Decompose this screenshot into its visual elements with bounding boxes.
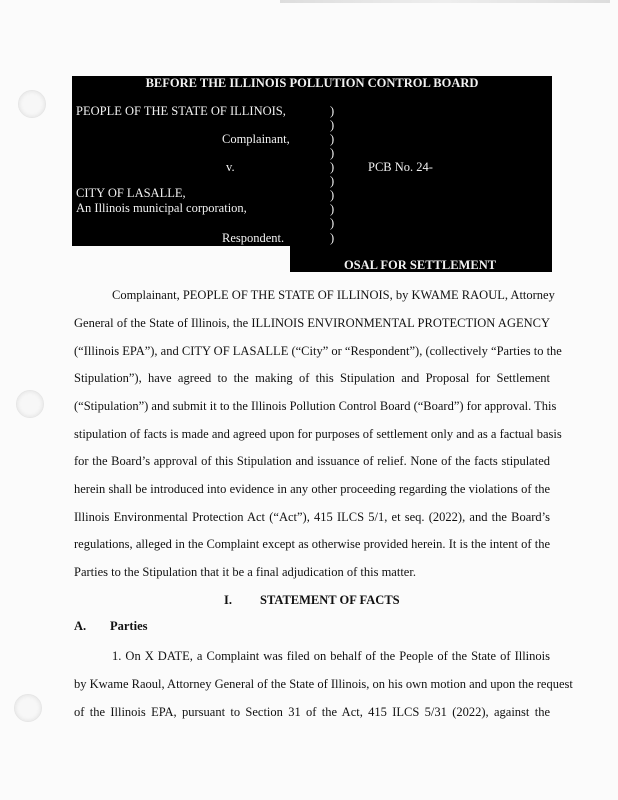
hole-punch-mark [16,390,44,418]
body-line: for the Board’s approval of this Stipulation and issuance of relief. None of the facts stipulated [74,454,550,468]
versus-label: v. [226,160,235,174]
body-line: Complainant, PEOPLE OF THE STATE OF ILLINOIS, by KWAME RAOUL, Attorney [112,288,555,302]
caption-paren: ) [330,188,335,202]
caption-paren: ) [330,146,335,160]
board-title: BEFORE THE ILLINOIS POLLUTION CONTROL BOARD [145,76,479,90]
caption-paren: ) [330,118,335,132]
defendant-description: An Illinois municipal corporation, [76,201,247,215]
document-title: OSAL FOR SETTLEMENT [343,258,497,272]
paragraph-line: by Kwame Raoul, Attorney General of the State of Illinois, on his own motion and upon the request [74,677,573,691]
body-line: Parties to the Stipulation that it be a final adjudication of this matter. [74,565,416,579]
body-line: herein shall be introduced into evidence in any other proceeding regarding the violations of the [74,482,550,496]
body-line: Stipulation”), have agreed to the making of this Stipulation and Proposal for Settlement [74,371,550,385]
plaintiff-name: PEOPLE OF THE STATE OF ILLINOIS, [76,104,286,118]
caption-paren: ) [330,231,335,245]
defendant-name: CITY OF LASALLE, [76,186,186,200]
body-line: regulations, alleged in the Complaint except as otherwise provided herein. It is the intent of the [74,537,550,551]
section-title: STATEMENT OF FACTS [260,593,400,607]
paragraph-line: of the Illinois EPA, pursuant to Section 31 of the Act, 415 ILCS 5/31 (2022), against the [74,705,550,719]
case-number: PCB No. 24- [368,160,433,174]
hole-punch-mark [14,694,42,722]
body-line: (“Illinois EPA”), and CITY OF LASALLE (“City” or “Respondent”), (collectively “Parties to the [74,344,562,358]
paragraph-line: 1. On X DATE, a Complaint was filed on behalf of the People of the State of Illinois [112,649,550,663]
respondent-label: Respondent. [222,231,285,245]
body-line: General of the State of Illinois, the ILLINOIS ENVIRONMENTAL PROTECTION AGENCY [74,316,550,330]
caption-paren: ) [330,202,335,216]
body-line: (“Stipulation”) and submit it to the Illinois Pollution Control Board (“Board”) for approval. This [74,399,557,413]
scan-smudge [280,0,610,3]
complainant-label: Complainant, [222,132,290,146]
caption-paren: ) [330,132,335,146]
caption-paren: ) [330,160,335,174]
hole-punch-mark [18,90,46,118]
body-line: stipulation of facts is made and agreed upon for purposes of settlement only and as a factual basis [74,427,562,441]
caption-paren: ) [330,216,335,230]
case-caption-block [72,76,552,246]
section-number: I. [224,593,232,607]
caption-paren: ) [330,174,335,188]
body-line: Illinois Environmental Protection Act (“Act”), 415 ILCS 5/1, et seq. (2022), and the Board’s [74,510,550,524]
subsection-title: Parties [110,619,148,633]
caption-paren: ) [330,104,335,118]
subsection-letter: A. [74,619,87,633]
